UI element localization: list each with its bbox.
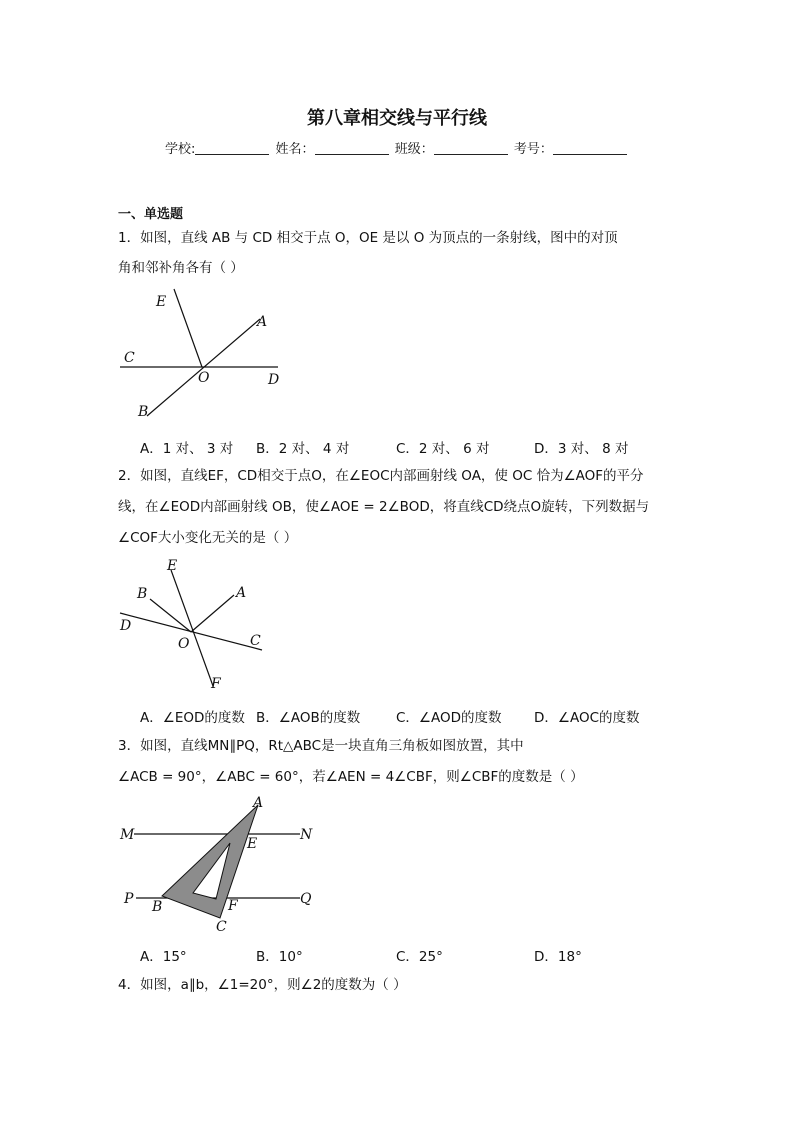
name-blank[interactable]	[315, 142, 389, 155]
label-n: N	[300, 827, 313, 843]
label-e: E	[156, 294, 167, 310]
q1-text-line2: 角和邻补角各有（ ）	[118, 260, 244, 276]
q2-option-b[interactable]: B．∠AOB的度数	[256, 710, 361, 726]
q1-option-c[interactable]: C．2 对、 6 对	[396, 441, 490, 457]
school-label: 学校:	[165, 142, 196, 157]
label-q: Q	[300, 891, 312, 907]
q3-text-line2: ∠ACB = 90°，∠ABC = 60°，若∠AEN = 4∠CBF，则∠CBF的度数是（ ）	[118, 769, 584, 785]
q3-option-d[interactable]: D．18°	[534, 949, 582, 965]
label-o: O	[198, 370, 210, 386]
class-label: 班级：	[394, 142, 434, 157]
label-f: F	[228, 898, 238, 914]
label-d: D	[120, 618, 132, 634]
name-label: 姓名：	[275, 142, 315, 157]
label-e: E	[167, 558, 178, 574]
q2-option-a[interactable]: A．∠EOD的度数	[140, 710, 245, 726]
class-blank[interactable]	[434, 142, 508, 155]
label-e: E	[247, 836, 258, 852]
label-a: A	[236, 585, 247, 601]
q3-text-line1: 3．如图，直线MN∥PQ，Rt△ABC是一块直角三角板如图放置，其中	[118, 738, 524, 754]
exam-no-blank[interactable]	[553, 142, 627, 155]
q2-text-line3: ∠COF大小变化无关的是（ ）	[118, 530, 298, 546]
school-blank[interactable]	[195, 142, 269, 155]
label-a: A	[253, 795, 264, 811]
q3-figure	[110, 793, 330, 943]
label-c: C	[124, 350, 135, 366]
label-f: F	[211, 676, 221, 692]
q1-text-line1: 1．如图，直线 AB 与 CD 相交于点 O，OE 是以 O 为顶点的一条射线，图中的对顶	[118, 230, 618, 246]
ray-ob	[150, 599, 191, 632]
q1-option-d[interactable]: D．3 对、 8 对	[534, 441, 629, 457]
student-info-line	[165, 138, 629, 157]
q3-option-b[interactable]: B．10°	[256, 949, 303, 965]
q2-option-c[interactable]: C．∠AOD的度数	[396, 710, 502, 726]
page-title: 第八章相交线与平行线	[307, 108, 487, 129]
label-b: B	[137, 586, 148, 602]
q1-option-b[interactable]: B．2 对、 4 对	[256, 441, 350, 457]
q2-text-line2: 线，在∠EOD内部画射线 OB，使∠AOE = 2∠BOD，将直线CD绕点O旋转，下列数据与	[118, 499, 650, 515]
ray-oa	[191, 595, 234, 632]
q2-figure	[110, 555, 280, 695]
label-m: M	[120, 827, 135, 843]
label-a: A	[257, 314, 268, 330]
q1-figure	[110, 284, 300, 424]
label-p: P	[124, 891, 134, 907]
q3-option-c[interactable]: C．25°	[396, 949, 443, 965]
q2-option-d[interactable]: D．∠AOC的度数	[534, 710, 640, 726]
q4-text-line1: 4．如图，a∥b，∠1=20°，则∠2的度数为（ ）	[118, 977, 407, 993]
label-d: D	[268, 372, 280, 388]
q2-text-line1: 2．如图，直线EF，CD相交于点O，在∠EOC内部画射线 OA，使 OC 恰为∠AOF的平分	[118, 468, 644, 484]
label-b: B	[138, 404, 149, 420]
triangle-ruler	[162, 805, 258, 918]
label-b: B	[152, 899, 163, 915]
q1-option-a[interactable]: A．1 对、 3 对	[140, 441, 234, 457]
exam-no-label: 考号：	[513, 142, 553, 157]
q3-option-a[interactable]: A．15°	[140, 949, 187, 965]
ray-oe	[174, 289, 202, 367]
label-c: C	[250, 633, 261, 649]
section-heading: 一、单选题	[118, 207, 184, 222]
label-c: C	[216, 919, 227, 935]
label-o: O	[178, 636, 190, 652]
